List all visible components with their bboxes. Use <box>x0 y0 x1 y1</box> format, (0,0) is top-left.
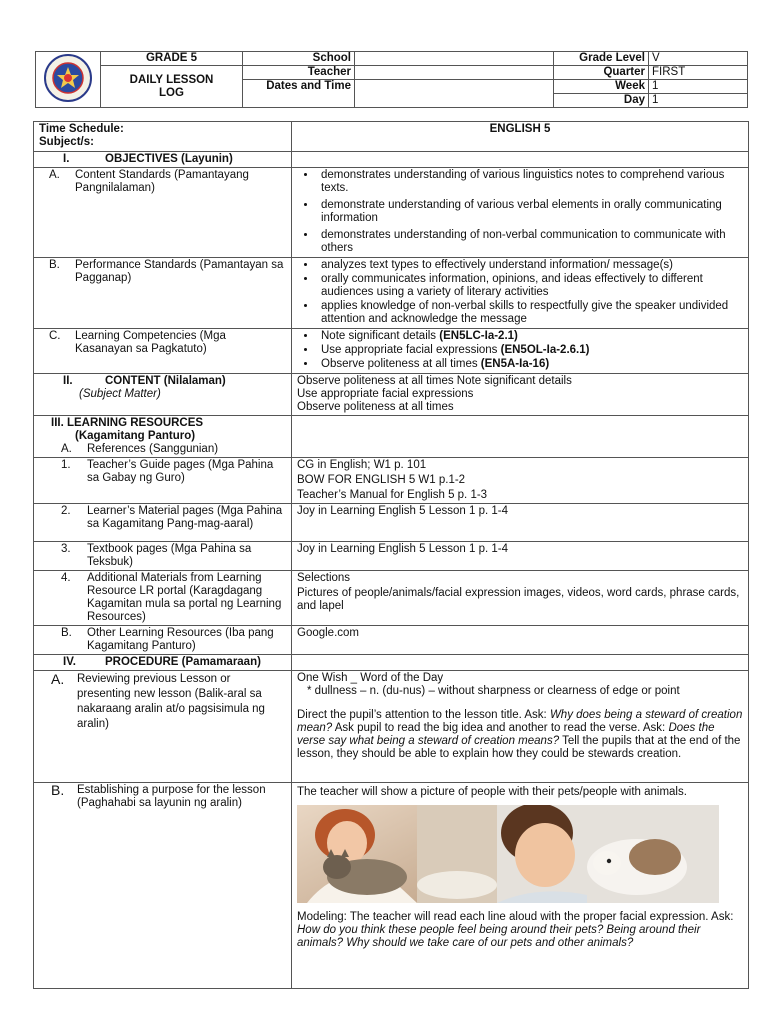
lr-num: III. <box>51 417 64 429</box>
list-item: • applies knowledge of non-verbal skills to respectfully give the speaker undivided attention and acknowledge the message <box>317 300 743 326</box>
learning-competencies-list <box>297 330 743 371</box>
procedure-b-row <box>34 783 749 989</box>
textbook-row <box>34 542 749 571</box>
performance-standards-list-cell <box>292 258 749 329</box>
cs-label: Content Standards (Pamantayang Pangnilalaman) <box>75 169 249 194</box>
content-num: II. <box>63 375 73 387</box>
or-label: Other Learning Resources (Iba pang Kagamitang Panturo) <box>87 627 274 652</box>
list-item: • Note significant details (EN5LC-Ia-2.1) <box>317 330 743 343</box>
list-item: • orally communicates information, opinions, and ideas effectively to different audiences using a variety of literary activities <box>317 273 743 299</box>
teachers-guide-value-cell <box>292 458 749 504</box>
pets-photos <box>297 805 743 903</box>
deped-seal-icon <box>43 53 93 103</box>
performance-standards-row <box>34 258 749 329</box>
word-of-day-definition: * dullness – n. (du-nus) – without sharpness or clearness of edge or point <box>307 685 680 697</box>
lesson-plan-table <box>33 121 749 989</box>
learners-material-row <box>34 504 749 542</box>
tb-label: Textbook pages (Mga Pahina sa Teksbuk) <box>87 543 252 568</box>
additional-materials-row <box>34 571 749 626</box>
other-resources-value[interactable]: Google.com <box>292 626 749 655</box>
additional-materials-value-cell <box>292 571 749 626</box>
proc-a-label: Reviewing previous Lesson or presenting new lesson (Balik-aral sa nakaraang aralin at/o pagsisimula ng aralin) <box>77 673 265 730</box>
proc-a-letter: A. <box>51 671 65 687</box>
learning-resources-heading-cell <box>34 416 292 458</box>
resource-line: Selections <box>297 572 351 584</box>
schedule-row <box>34 122 749 152</box>
list-item: • demonstrates understanding of various linguistics notes to comprehend various texts. <box>317 169 743 195</box>
content-line: Observe politeness at all times Note significant details <box>297 375 572 387</box>
learning-competencies-list-cell <box>292 329 749 374</box>
list-item: • Use appropriate facial expressions (EN5OL-Ia-2.6.1) <box>317 344 743 357</box>
lc-letter: C. <box>49 330 61 342</box>
lr-title: LEARNING RESOURCES <box>66 417 204 429</box>
or-letter: B. <box>61 627 72 639</box>
resource-line: BOW FOR ENGLISH 5 W1 p.1-2 <box>297 474 466 486</box>
list-item: • demonstrates understanding of non-verbal communication to communicate with others <box>317 229 743 255</box>
objectives-num: I. <box>63 153 70 165</box>
header-table <box>35 51 748 108</box>
content-line: Observe politeness at all times <box>297 401 454 413</box>
resource-line: CG in English; W1 p. 101 <box>297 459 427 471</box>
resource-line: Joy in Learning English 5 Lesson 1 p. 1-4 <box>297 505 508 517</box>
title-line-1: DAILY LESSON <box>129 73 214 86</box>
learners-material-label-cell <box>34 504 292 542</box>
list-item: • Observe politeness at all times (EN5A-Ia-16) <box>317 358 743 371</box>
content-heading-cell <box>34 374 292 416</box>
am-label: Additional Materials from Learning Resource LR portal (Karagdagang Kagamitan mula sa portal ng Learning Resources) <box>87 572 282 623</box>
proc-b-letter: B. <box>51 782 65 798</box>
performance-standards-list <box>297 259 743 326</box>
lr-title2: (Kagamitang Panturo) <box>75 430 196 442</box>
objectives-heading <box>34 152 292 168</box>
competency-code: (EN5LC-Ia-2.1) <box>439 330 518 342</box>
content-line: Use appropriate facial expressions <box>297 388 474 400</box>
lm-num: 2. <box>61 505 71 517</box>
ref-letter: A. <box>61 443 72 455</box>
procedure-a-row <box>34 671 749 783</box>
objectives-title: OBJECTIVES (Layunin) <box>105 153 233 165</box>
grade-level-label: Grade Level <box>554 52 649 66</box>
teacher-value[interactable] <box>355 66 554 80</box>
procedure-b-content-cell <box>292 783 749 989</box>
learning-competencies-label-cell <box>34 329 292 374</box>
other-resources-row <box>34 626 749 655</box>
content-standards-list <box>297 169 743 255</box>
content-lines-cell <box>292 374 749 416</box>
teachers-guide-label-cell <box>34 458 292 504</box>
woman-with-cat-photo <box>297 805 497 903</box>
daily-lesson-log-title <box>101 66 243 108</box>
ps-label: Performance Standards (Pamantayan sa Pagganap) <box>75 259 284 284</box>
content-standards-list-cell <box>292 168 749 258</box>
tg-label: Teacher’s Guide pages (Mga Pahina sa Gabay ng Guro) <box>87 459 274 484</box>
procedure-row <box>34 655 749 671</box>
subject-value: ENGLISH 5 <box>292 122 749 152</box>
am-num: 4. <box>61 572 71 584</box>
list-item: • analyzes text types to effectively understand information/ message(s) <box>317 259 743 272</box>
textbook-label-cell <box>34 542 292 571</box>
procedure-b-label-cell <box>34 783 292 989</box>
time-schedule-label: Time Schedule: <box>39 123 124 135</box>
title-line-2: LOG <box>159 86 184 99</box>
list-item: • demonstrate understanding of various verbal elements in orally communicating information <box>317 199 743 225</box>
week-label: Week <box>554 80 649 94</box>
dates-value[interactable] <box>355 80 554 108</box>
tb-num: 3. <box>61 543 71 555</box>
other-resources-label-cell <box>34 626 292 655</box>
quarter-label: Quarter <box>554 66 649 80</box>
deped-logo-cell <box>36 52 101 108</box>
subjects-label: Subject/s: <box>39 136 94 148</box>
boy-with-guinea-pig-photo <box>497 805 719 903</box>
proc-a-paragraph: Direct the pupil’s attention to the lesson title. Ask: Why does being a steward of creation mean? Ask pupil to read the big idea and another to read the verse. Ask: Does the verse say what being a steward of creation means? Tell the pupils that at the end of the lesson, they should be able to explain how they could be stewards creation. <box>297 709 743 760</box>
content-row <box>34 374 749 416</box>
learning-resources-row <box>34 416 749 458</box>
textbook-value-cell <box>292 542 749 571</box>
learning-competencies-row <box>34 329 749 374</box>
objectives-row <box>34 152 749 168</box>
lc-label: Learning Competencies (Mga Kasanayan sa Pagkatuto) <box>75 330 226 355</box>
school-value[interactable] <box>355 52 554 66</box>
procedure-num: IV. <box>63 656 77 668</box>
school-label: School <box>243 52 355 66</box>
proc-b-paragraph: Modeling: The teacher will read each line aloud with the proper facial expression. Ask: How do you think these people feel being around their pets? Being around their animals? Why should we take care of our pets and other animals? <box>297 911 734 949</box>
subject-matter-label: (Subject Matter) <box>79 388 161 400</box>
day-label: Day <box>554 94 649 108</box>
procedure-a-label-cell <box>34 671 292 783</box>
procedure-a-content-cell <box>292 671 749 783</box>
dates-label: Dates and Time <box>243 80 355 108</box>
procedure-title: PROCEDURE (Pamamaraan) <box>105 656 261 668</box>
cs-letter: A. <box>49 169 60 181</box>
ps-letter: B. <box>49 259 60 271</box>
additional-materials-label-cell <box>34 571 292 626</box>
proc-b-intro: The teacher will show a picture of people with their pets/people with animals. <box>297 786 687 798</box>
competency-code: (EN5OL-Ia-2.6.1) <box>500 344 590 356</box>
teacher-label: Teacher <box>243 66 355 80</box>
schedule-label-cell <box>34 122 292 152</box>
content-title: CONTENT (Nilalaman) <box>105 375 226 387</box>
grade-level-value[interactable]: V <box>649 52 748 66</box>
content-standards-label-cell <box>34 168 292 258</box>
resource-line: Joy in Learning English 5 Lesson 1 p. 1-4 <box>297 543 508 555</box>
references-label: References (Sanggunian) <box>87 443 219 455</box>
resource-line: Pictures of people/animals/facial expression images, videos, word cards, phrase cards, and lapel <box>297 587 740 612</box>
lm-label: Learner’s Material pages (Mga Pahina sa Kagamitang Pang-mag-aaral) <box>87 505 283 530</box>
grade-label: GRADE 5 <box>101 52 243 66</box>
content-standards-row <box>34 168 749 258</box>
performance-standards-label-cell <box>34 258 292 329</box>
resource-line: Teacher’s Manual for English 5 p. 1-3 <box>297 489 488 501</box>
teachers-guide-row <box>34 458 749 504</box>
competency-code: (EN5A-Ia-16) <box>480 358 550 370</box>
day-value[interactable]: 1 <box>649 94 748 108</box>
learners-material-value-cell <box>292 504 749 542</box>
procedure-heading <box>34 655 292 671</box>
week-value[interactable]: 1 <box>649 80 748 94</box>
proc-b-label: Establishing a purpose for the lesson (Paghahabi sa layunin ng aralin) <box>77 784 266 809</box>
tg-num: 1. <box>61 459 71 471</box>
quarter-value[interactable]: FIRST <box>649 66 748 80</box>
word-of-day-title: One Wish _ Word of the Day <box>297 672 444 684</box>
